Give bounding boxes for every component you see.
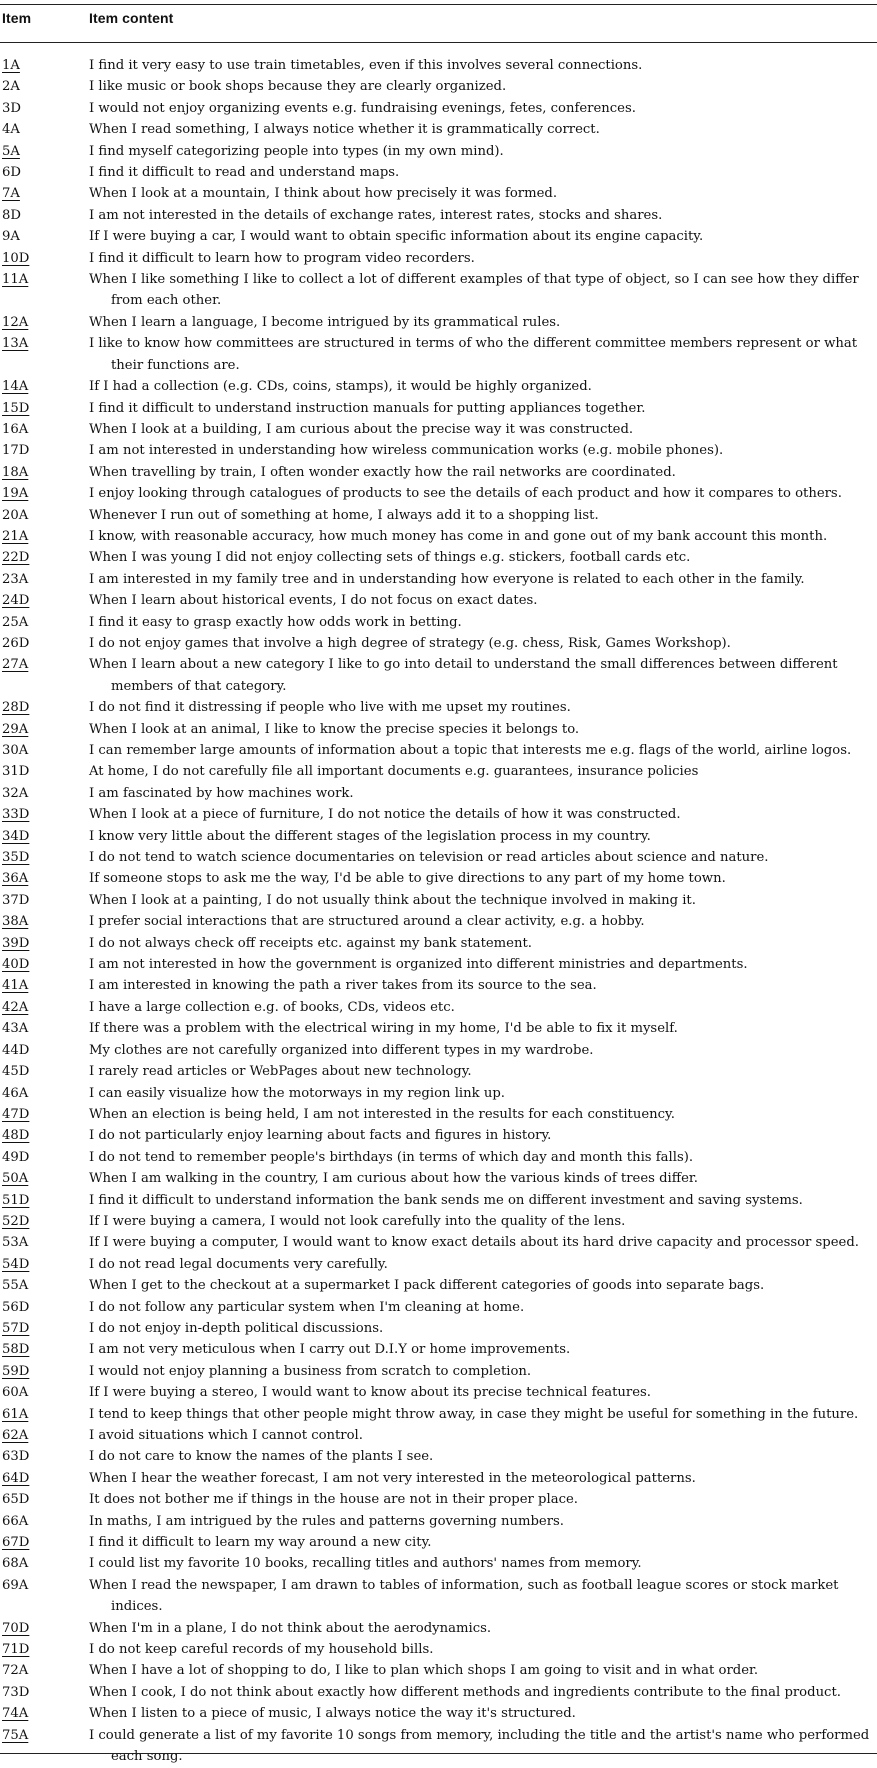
table-row [0, 1104, 877, 1125]
table-row [0, 783, 877, 804]
item-content: I do not tend to watch science documentaries on television or read articles about science and nature. [89, 850, 769, 866]
table-row [0, 55, 877, 76]
item-code: 30A [2, 743, 29, 758]
item-code: 8D [2, 207, 21, 223]
item-content: When I learn about a new category I like to go into detail to understand the small differences between different members of that category. [89, 657, 838, 694]
table-body [0, 55, 877, 1768]
item-code: 2A [2, 79, 20, 95]
item-code[interactable]: 35D [2, 850, 30, 866]
table-row [0, 1660, 877, 1681]
item-code: 55A [2, 1278, 29, 1294]
item-code[interactable]: 11A [2, 272, 29, 288]
item-content: If I had a collection (e.g. CDs, coins, stamps), it would be highly organized. [89, 379, 592, 395]
table-row [0, 847, 877, 868]
item-content: I prefer social interactions that are structured around a clear activity, e.g. a hobby. [89, 914, 645, 930]
item-content: I do not follow any particular system when I'm cleaning at home. [89, 1299, 525, 1315]
item-content: When I have a lot of shopping to do, I like to plan which shops I am going to visit and in what order. [89, 1663, 759, 1679]
item-content: I find it difficult to learn how to program video recorders. [89, 250, 475, 266]
table-row [0, 1489, 877, 1510]
table-row [0, 1190, 877, 1211]
item-content: I am not interested in how the government is organized into different ministries and departments. [89, 957, 748, 973]
table-row [0, 719, 877, 740]
item-code[interactable]: 14A [2, 379, 29, 395]
item-code[interactable]: 42A [2, 999, 29, 1015]
table-row [0, 890, 877, 911]
table-row [0, 462, 877, 483]
item-content: I could generate a list of my favorite 10 songs from memory, including the title and the artist's name who performed each song. [89, 1727, 870, 1765]
table-row [0, 975, 877, 996]
item-code[interactable]: 5A [2, 143, 20, 159]
table-row [0, 1339, 877, 1360]
item-content: If someone stops to ask me the way, I'd be able to give directions to any part of my home town. [89, 871, 726, 887]
item-code: 25A [2, 614, 29, 630]
item-code[interactable]: 13A [2, 336, 29, 352]
table-row [0, 1168, 877, 1189]
table-row [0, 483, 877, 504]
item-content: When I listen to a piece of music, I always notice the way it's structured. [89, 1706, 576, 1722]
table-row [0, 1468, 877, 1489]
table-row [0, 1275, 877, 1296]
table-row [0, 1725, 877, 1768]
item-content: I do not particularly enjoy learning about facts and figures in history. [89, 1128, 552, 1144]
item-code[interactable]: 18A [2, 464, 29, 480]
table-row [0, 226, 877, 247]
table-row [0, 98, 877, 119]
item-content: When I was young I did not enjoy collecting sets of things e.g. stickers, football cards etc. [89, 550, 691, 566]
header-rule [0, 42, 877, 43]
table-row [0, 911, 877, 932]
item-code: 69A [2, 1577, 29, 1593]
item-content: I can easily visualize how the motorways in my region link up. [89, 1085, 505, 1101]
table-row [0, 1061, 877, 1082]
table-row [0, 569, 877, 590]
item-content: When I learn a language, I become intrigued by its grammatical rules. [89, 314, 561, 330]
item-content: It does not bother me if things in the house are not in their proper place. [89, 1492, 578, 1508]
item-content: I do not find it distressing if people who live with me upset my routines. [89, 700, 571, 716]
item-code[interactable]: 33D [2, 807, 30, 823]
item-code[interactable]: 39D [2, 935, 30, 951]
item-code[interactable]: 22D [2, 550, 30, 566]
table-row [0, 205, 877, 226]
item-code: 31D [2, 764, 30, 780]
item-content: I do not read legal documents very carefully. [89, 1256, 388, 1272]
item-content: When I am walking in the country, I am curious about how the various kinds of trees differ. [89, 1171, 698, 1187]
item-code[interactable]: 47D [2, 1106, 30, 1122]
table-row [0, 740, 877, 761]
table-row [0, 590, 877, 611]
table-row [0, 1297, 877, 1318]
table-row [0, 1318, 877, 1339]
item-code[interactable]: 52D [2, 1213, 30, 1229]
table-row [0, 162, 877, 183]
item-code: 46A [2, 1085, 29, 1101]
table-top-rule [0, 4, 877, 5]
item-content: I do not always check off receipts etc. against my bank statement. [89, 935, 532, 951]
item-content: I find it difficult to learn my way around a new city. [89, 1535, 432, 1551]
item-content: I am not interested in understanding how wireless communication works (e.g. mobile phones). [89, 443, 724, 459]
item-code[interactable]: 12A [2, 314, 29, 330]
item-code: 65D [2, 1492, 30, 1508]
table-row [0, 1532, 877, 1553]
table-row [0, 1382, 877, 1403]
item-code[interactable]: 15D [2, 400, 30, 416]
table-row [0, 612, 877, 633]
item-code[interactable]: 19A [2, 486, 29, 502]
table-row [0, 1553, 877, 1574]
table-row [0, 376, 877, 397]
table-row [0, 997, 877, 1018]
item-content: I enjoy looking through catalogues of products to see the details of each product and how it compares to others. [89, 486, 842, 502]
table-row [0, 1682, 877, 1703]
item-code[interactable]: 27A [2, 657, 29, 673]
table-row [0, 868, 877, 889]
item-content: I know, with reasonable accuracy, how much money has come in and gone out of my bank account this month. [89, 528, 828, 544]
item-code[interactable]: 29A [2, 721, 29, 737]
item-code: 9A [2, 229, 20, 245]
item-code: 43A [2, 1021, 29, 1037]
item-content: I have a large collection e.g. of books, CDs, videos etc. [89, 999, 455, 1015]
table-row [0, 1040, 877, 1061]
item-code: 60A [2, 1385, 29, 1401]
item-content: I am fascinated by how machines work. [89, 785, 354, 801]
item-content: I find it difficult to understand instruction manuals for putting appliances together. [89, 400, 646, 416]
table-row [0, 1404, 877, 1425]
item-content: I find it difficult to understand information the bank sends me on different investment and saving systems. [89, 1192, 803, 1208]
table-row [0, 1425, 877, 1446]
table-row [0, 76, 877, 97]
item-code: 26D [2, 635, 30, 651]
item-code: 53A [2, 1235, 29, 1251]
item-code: 6D [2, 165, 21, 181]
item-code[interactable]: 50A [2, 1171, 29, 1187]
item-content: My clothes are not carefully organized into different types in my wardrobe. [89, 1042, 594, 1058]
item-content: I avoid situations which I cannot control. [89, 1428, 363, 1443]
item-content: When I read the newspaper, I am drawn to tables of information, such as football league scores or stock market indices. [89, 1577, 839, 1615]
table-row [0, 826, 877, 847]
item-code[interactable]: 36A [2, 871, 29, 887]
item-content: When I look at a piece of furniture, I do not notice the details of how it was constructed. [89, 807, 681, 823]
item-code: 63D [2, 1449, 30, 1465]
item-content: If I were buying a computer, I would want to know exact details about its hard drive capacity and processor speed. [89, 1235, 859, 1251]
item-code[interactable]: 70D [2, 1620, 30, 1636]
item-code: 72A [2, 1663, 29, 1679]
item-code[interactable]: 51D [2, 1192, 30, 1208]
item-content: I am interested in my family tree and in understanding how everyone is related to each other in the family. [89, 571, 805, 587]
item-content: I like to know how committees are structured in terms of who the different committee members represent or what their functions are. [89, 336, 858, 373]
item-content: If I were buying a stereo, I would want to know about its precise technical features. [89, 1385, 651, 1401]
item-content: I do not enjoy in-depth political discussions. [89, 1320, 384, 1336]
item-code[interactable]: 34D [2, 828, 30, 844]
item-content: I find it easy to grasp exactly how odds work in betting. [89, 614, 462, 630]
item-code[interactable]: 1A [2, 58, 20, 73]
item-code: 45D [2, 1064, 30, 1080]
item-content: I like music or book shops because they are clearly organized. [89, 79, 507, 95]
item-content: I would not enjoy planning a business from scratch to completion. [89, 1363, 532, 1379]
item-content: When I look at an animal, I like to know the precise species it belongs to. [89, 721, 580, 737]
item-content: When I learn about historical events, I do not focus on exact dates. [89, 593, 538, 609]
table-row [0, 1511, 877, 1532]
item-content: When an election is being held, I am not interested in the results for each constituency. [89, 1106, 675, 1122]
table-row [0, 141, 877, 162]
item-code: 37D [2, 892, 30, 908]
table-row [0, 954, 877, 975]
item-content: I find it very easy to use train timetables, even if this involves several connections. [89, 58, 643, 73]
table-row [0, 312, 877, 333]
item-content: When I'm in a plane, I do not think about the aerodynamics. [89, 1620, 492, 1636]
item-code[interactable]: 59D [2, 1363, 30, 1379]
table-row [0, 1446, 877, 1467]
item-content: I could list my favorite 10 books, recalling titles and authors' names from memory. [89, 1556, 642, 1572]
item-code: 56D [2, 1299, 30, 1315]
item-code: 49D [2, 1149, 30, 1165]
item-code[interactable]: 38A [2, 914, 29, 930]
item-code[interactable]: 41A [2, 978, 29, 994]
item-content: If I were buying a car, I would want to obtain specific information about its engine capacity. [89, 229, 704, 245]
item-code[interactable]: 62A [2, 1428, 29, 1443]
item-content: If there was a problem with the electrical wiring in my home, I'd be able to fix it myself. [89, 1021, 678, 1037]
item-code[interactable]: 57D [2, 1320, 30, 1336]
item-content: Whenever I run out of something at home, I always add it to a shopping list. [89, 507, 599, 523]
item-content: I am not interested in the details of exchange rates, interest rates, stocks and shares. [89, 207, 663, 223]
item-content: When I look at a mountain, I think about how precisely it was formed. [89, 186, 558, 202]
item-code[interactable]: 58D [2, 1342, 30, 1358]
item-content: I do not enjoy games that involve a high degree of strategy (e.g. chess, Risk, Games Workshop). [89, 635, 731, 651]
item-code: 3D [2, 100, 21, 116]
item-content: When I cook, I do not think about exactly how different methods and ingredients contribute to the final product. [89, 1684, 841, 1700]
item-code[interactable]: 71D [2, 1642, 30, 1658]
table-row [0, 1254, 877, 1275]
table-row [0, 933, 877, 954]
table-row [0, 697, 877, 718]
item-code[interactable]: 7A [2, 186, 20, 202]
item-content: If I were buying a camera, I would not look carefully into the quality of the lens. [89, 1213, 626, 1229]
table-row [0, 1703, 877, 1724]
item-code: 20A [2, 507, 29, 523]
item-content: When I like something I like to collect a lot of different examples of that type of object, so I can see how they differ from each other. [89, 272, 859, 309]
table-row [0, 804, 877, 825]
table-row [0, 1147, 877, 1168]
item-content: I know very little about the different stages of the legislation process in my country. [89, 828, 651, 844]
item-code[interactable]: 24D [2, 593, 30, 609]
table-row [0, 1575, 877, 1618]
item-content: I am not very meticulous when I carry out D.I.Y or home improvements. [89, 1342, 571, 1358]
table-row [0, 633, 877, 654]
table-bottom-rule [0, 1753, 877, 1754]
item-content: When I read something, I always notice whether it is grammatically correct. [89, 122, 600, 138]
table-row [0, 440, 877, 461]
item-code: 68A [2, 1556, 29, 1572]
table-row [0, 1018, 877, 1039]
table-row [0, 398, 877, 419]
item-code[interactable]: 10D [2, 250, 30, 266]
item-code[interactable]: 75A [2, 1727, 29, 1743]
item-content: I find it difficult to read and understand maps. [89, 165, 400, 181]
item-code[interactable]: 40D [2, 957, 30, 973]
item-code: 4A [2, 122, 20, 138]
table-row [0, 269, 877, 312]
item-code: 66A [2, 1513, 29, 1529]
item-code[interactable]: 74A [2, 1706, 29, 1722]
item-code: 17D [2, 443, 30, 459]
item-code[interactable]: 48D [2, 1128, 30, 1144]
item-content: At home, I do not carefully file all important documents e.g. guarantees, insurance policies [89, 764, 699, 780]
table-row [0, 419, 877, 440]
item-content: I would not enjoy organizing events e.g. fundraising evenings, fetes, conferences. [89, 100, 636, 116]
item-code[interactable]: 54D [2, 1256, 30, 1272]
item-code: 44D [2, 1042, 30, 1058]
item-content: I rarely read articles or WebPages about new technology. [89, 1064, 472, 1080]
item-code: 73D [2, 1684, 30, 1700]
item-content: When I look at a painting, I do not usually think about the technique involved in making it. [89, 892, 696, 908]
item-content: In maths, I am intrigued by the rules and patterns governing numbers. [89, 1513, 564, 1529]
item-code: 16A [2, 421, 29, 437]
table-row [0, 1211, 877, 1232]
item-content: I tend to keep things that other people might throw away, in case they might be useful for something in the future. [89, 1406, 859, 1422]
table-row [0, 761, 877, 782]
item-code: 23A [2, 571, 29, 587]
table-row [0, 248, 877, 269]
table-row [0, 547, 877, 568]
table-row [0, 1232, 877, 1253]
table-row [0, 1639, 877, 1660]
item-content: I can remember large amounts of information about a topic that interests me e.g. flags of the world, airline logos. [89, 743, 852, 758]
item-content: When I hear the weather forecast, I am not very interested in the meteorological patterns. [89, 1470, 696, 1486]
item-code[interactable]: 67D [2, 1535, 30, 1551]
table-row [0, 183, 877, 204]
item-content: I do not tend to remember people's birthdays (in terms of which day and month this falls). [89, 1149, 694, 1165]
item-content: I do not keep careful records of my household bills. [89, 1642, 434, 1658]
item-content: I am interested in knowing the path a river takes from its source to the sea. [89, 978, 597, 994]
table-row [0, 119, 877, 140]
item-content: When I get to the checkout at a supermarket I pack different categories of goods into separate bags. [89, 1278, 765, 1294]
table-row [0, 1618, 877, 1639]
item-content: I do not care to know the names of the plants I see. [89, 1449, 434, 1465]
table-row [0, 526, 877, 547]
item-code[interactable]: 28D [2, 700, 30, 716]
table-row [0, 654, 877, 697]
item-code[interactable]: 61A [2, 1406, 29, 1422]
item-content: I find myself categorizing people into types (in my own mind). [89, 143, 504, 159]
item-code[interactable]: 64D [2, 1470, 30, 1486]
table-row [0, 1083, 877, 1104]
item-content: When I look at a building, I am curious about the precise way it was constructed. [89, 421, 634, 437]
table-row [0, 505, 877, 526]
item-code[interactable]: 21A [2, 528, 29, 544]
item-code: 32A [2, 785, 29, 801]
column-header-item-content: Item content [89, 10, 174, 26]
table-row [0, 1125, 877, 1146]
column-header-item: Item [2, 10, 32, 26]
table-row [0, 1361, 877, 1382]
item-content: When travelling by train, I often wonder exactly how the rail networks are coordinated. [89, 464, 676, 480]
table-row [0, 333, 877, 376]
